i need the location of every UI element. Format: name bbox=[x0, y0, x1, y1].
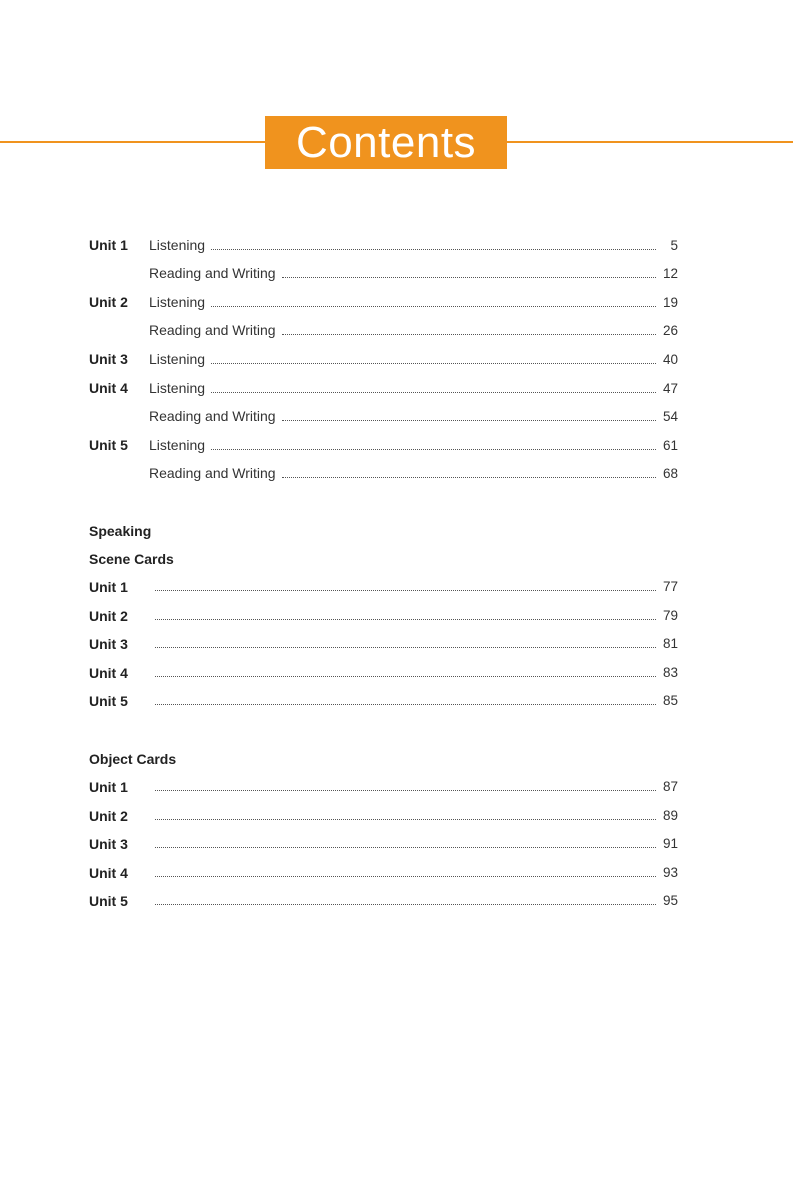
entry-title: Reading and Writing bbox=[149, 408, 276, 424]
dot-leader bbox=[211, 435, 656, 450]
unit-label: Unit 3 bbox=[89, 636, 128, 652]
title-rule-right bbox=[507, 141, 793, 143]
toc-entry[interactable] bbox=[155, 633, 678, 655]
page-number: 85 bbox=[662, 693, 678, 708]
page-title: Contents bbox=[265, 116, 507, 169]
entry-title: Reading and Writing bbox=[149, 265, 276, 281]
dot-leader bbox=[211, 349, 656, 364]
unit-label: Unit 3 bbox=[89, 836, 128, 852]
section-heading-scene-cards: Scene Cards bbox=[89, 551, 174, 567]
dot-leader bbox=[155, 576, 656, 591]
toc-entry[interactable] bbox=[149, 377, 678, 399]
page-number: 83 bbox=[662, 665, 678, 680]
toc-row[interactable] bbox=[0, 291, 800, 313]
toc-row[interactable] bbox=[0, 234, 800, 256]
toc-row[interactable] bbox=[0, 405, 800, 427]
title-rule-left bbox=[0, 141, 265, 143]
unit-label: Unit 5 bbox=[89, 693, 128, 709]
dot-leader bbox=[155, 862, 656, 877]
toc-entry[interactable] bbox=[149, 234, 678, 256]
section-heading-speaking: Speaking bbox=[89, 523, 152, 539]
dot-leader bbox=[282, 320, 656, 335]
toc-row[interactable] bbox=[0, 348, 800, 370]
dot-leader bbox=[155, 833, 656, 848]
toc-entry[interactable] bbox=[149, 319, 678, 341]
unit-label: Unit 1 bbox=[89, 237, 128, 253]
toc-row[interactable] bbox=[0, 462, 800, 484]
object-card-row[interactable] bbox=[0, 862, 800, 884]
entry-title: Listening bbox=[149, 437, 206, 453]
dot-leader bbox=[155, 633, 656, 648]
toc-entry[interactable] bbox=[155, 862, 678, 884]
page-number: 47 bbox=[662, 381, 678, 396]
dot-leader bbox=[282, 406, 656, 421]
toc-entry[interactable] bbox=[149, 348, 678, 370]
entry-title: Reading and Writing bbox=[149, 322, 276, 338]
object-card-row[interactable] bbox=[0, 805, 800, 827]
toc-entry[interactable] bbox=[149, 462, 678, 484]
toc-row[interactable] bbox=[0, 262, 800, 284]
dot-leader bbox=[211, 378, 656, 393]
entry-title: Listening bbox=[149, 351, 206, 367]
page-number: 54 bbox=[662, 409, 678, 424]
toc-entry[interactable] bbox=[155, 890, 678, 912]
page-number: 87 bbox=[662, 779, 678, 794]
dot-leader bbox=[282, 263, 656, 278]
dot-leader bbox=[155, 605, 656, 620]
dot-leader bbox=[282, 463, 656, 478]
dot-leader bbox=[155, 776, 656, 791]
page-number: 19 bbox=[662, 295, 678, 310]
unit-label: Unit 1 bbox=[89, 779, 128, 795]
toc-entry[interactable] bbox=[155, 576, 678, 598]
page-number: 77 bbox=[662, 579, 678, 594]
dot-leader bbox=[155, 890, 656, 905]
toc-entry[interactable] bbox=[155, 833, 678, 855]
dot-leader bbox=[155, 805, 656, 820]
page-number: 5 bbox=[670, 238, 678, 253]
dot-leader bbox=[155, 690, 656, 705]
page-number: 61 bbox=[662, 438, 678, 453]
unit-label: Unit 5 bbox=[89, 893, 128, 909]
toc-entry[interactable] bbox=[155, 690, 678, 712]
unit-label: Unit 3 bbox=[89, 351, 128, 367]
page-number: 93 bbox=[662, 865, 678, 880]
toc-row[interactable] bbox=[0, 319, 800, 341]
entry-title: Listening bbox=[149, 380, 206, 396]
toc-entry[interactable] bbox=[155, 605, 678, 627]
dot-leader bbox=[155, 662, 656, 677]
toc-entry[interactable] bbox=[155, 776, 678, 798]
object-card-row[interactable] bbox=[0, 776, 800, 798]
unit-label: Unit 4 bbox=[89, 865, 128, 881]
page-number: 68 bbox=[662, 466, 678, 481]
section-heading-object-cards: Object Cards bbox=[89, 751, 177, 767]
unit-label: Unit 4 bbox=[89, 665, 128, 681]
scene-card-row[interactable] bbox=[0, 633, 800, 655]
page-number: 79 bbox=[662, 608, 678, 623]
toc-entry[interactable] bbox=[149, 405, 678, 427]
object-card-row[interactable] bbox=[0, 890, 800, 912]
entry-title: Listening bbox=[149, 294, 206, 310]
unit-label: Unit 2 bbox=[89, 608, 128, 624]
toc-row[interactable] bbox=[0, 434, 800, 456]
unit-label: Unit 1 bbox=[89, 579, 128, 595]
scene-card-row[interactable] bbox=[0, 690, 800, 712]
dot-leader bbox=[211, 235, 656, 250]
unit-label: Unit 2 bbox=[89, 808, 128, 824]
dot-leader bbox=[211, 292, 656, 307]
scene-card-row[interactable] bbox=[0, 662, 800, 684]
toc-row[interactable] bbox=[0, 377, 800, 399]
page-number: 81 bbox=[662, 636, 678, 651]
page-number: 91 bbox=[662, 836, 678, 851]
unit-label: Unit 4 bbox=[89, 380, 128, 396]
page-number: 95 bbox=[662, 893, 678, 908]
toc-entry[interactable] bbox=[155, 805, 678, 827]
toc-entry[interactable] bbox=[149, 262, 678, 284]
object-card-row[interactable] bbox=[0, 833, 800, 855]
page-number: 40 bbox=[662, 352, 678, 367]
page-number: 12 bbox=[662, 266, 678, 281]
unit-label: Unit 5 bbox=[89, 437, 128, 453]
toc-entry[interactable] bbox=[155, 662, 678, 684]
page-number: 89 bbox=[662, 808, 678, 823]
unit-label: Unit 2 bbox=[89, 294, 128, 310]
entry-title: Listening bbox=[149, 237, 206, 253]
page-number: 26 bbox=[662, 323, 678, 338]
toc-entry[interactable] bbox=[149, 291, 678, 313]
scene-card-row[interactable] bbox=[0, 605, 800, 627]
toc-entry[interactable] bbox=[149, 434, 678, 456]
entry-title: Reading and Writing bbox=[149, 465, 276, 481]
scene-card-row[interactable] bbox=[0, 576, 800, 598]
